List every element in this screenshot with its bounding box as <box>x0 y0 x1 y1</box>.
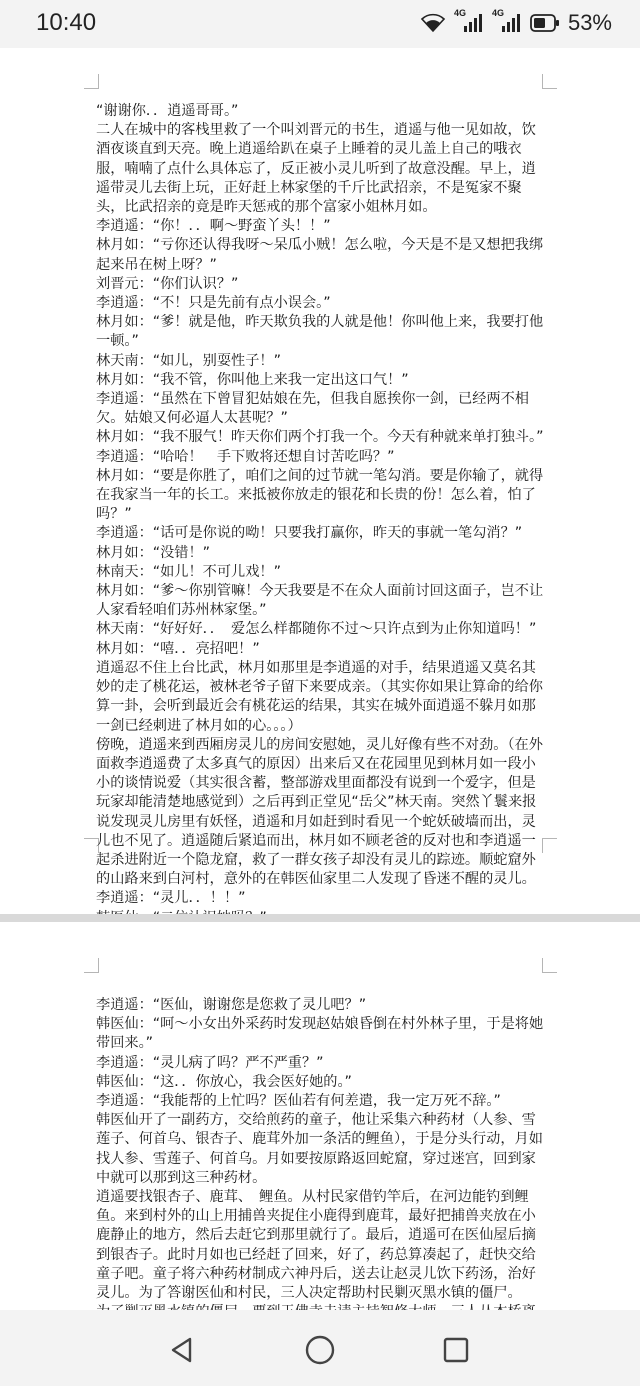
margin-mark <box>84 74 99 89</box>
paragraph: 林南天：“如儿！不可儿戏！” <box>96 563 281 580</box>
paragraph: 韩医仙：“呵～小女出外采药时发现赵姑娘昏倒在村外林子里，于是将她带回来。” <box>96 1016 544 1052</box>
wifi-icon <box>420 13 446 33</box>
home-button[interactable] <box>300 1330 340 1370</box>
margin-mark <box>84 958 99 973</box>
paragraph: 林月如：“嘻．．亮招吧！” <box>96 640 260 657</box>
paragraph: 李逍遥：“灵儿．．！！” <box>96 890 246 907</box>
paragraph: 林月如：“爹～你别管嘛！今天我要是不在众人面前讨回这面子，岂不让人家看轻咱们苏州林家堡。” <box>96 583 544 619</box>
home-circle-icon <box>304 1334 336 1366</box>
document-text <box>96 102 546 947</box>
paragraph: 韩医仙开了一副药方，交给煎药的童子，他让采集六种药材（人参、雪莲子、何首乌、银杏子、鹿茸外加一条活的鲤鱼），于是分头行动，月如找人参、雪莲子、何首乌。月如要按原路返回蛇窟，穿过迷宫，回到家中就可以那到这三种药材。 <box>96 1112 543 1186</box>
signal-4g-icon <box>453 8 484 34</box>
paragraph: 林月如：“我不服气！昨天你们两个打我一个。今天有种就来单打独斗。” <box>96 429 544 446</box>
recents-button[interactable] <box>436 1330 476 1370</box>
paragraph: 逍遥忍不住上台比武，林月如那里是李逍遥的对手，结果逍遥又莫名其妙的走了桃花运，被林老爷子留下来要成亲。（其实你如果让算命的给你算一卦，会听到最近会有桃花运的结果，其实在城外面逍遥不躲月如那一剑已经刺进了林月如的心。。。） <box>96 659 543 734</box>
margin-mark <box>542 958 557 973</box>
paragraph: 李逍遥：“我能帮的上忙吗？医仙若有何差遣，我一定万死不辞。” <box>96 1093 501 1110</box>
margin-mark <box>542 74 557 89</box>
paragraph: 逍遥要找银杏子、鹿茸、 鲤鱼。从村民家借钓竿后，在河边能钓到鲤鱼。来到村外的山上用捕兽夹捉住小鹿得到鹿茸，最好把捕兽夹放在小鹿静止的地方，然后去赶它到那里就行了。最后，逍遥可在医仙屋后摘到银杏子。此时月如也已经赶了回来，好了，药总算凑起了，赶快交给童子吧。童子将六种药材制成六神丹后，送去让赵灵儿饮下药汤，治好灵儿。为了答谢医仙和村民，三人决定帮助村民剿灭黑水镇的僵尸。 <box>96 1189 536 1302</box>
paragraph: 林月如：“爹！就是他，昨天欺负我的人就是他！你叫他上来，我要打他一顿。” <box>96 314 544 350</box>
paragraph: 李逍遥：“话可是你说的呦！只要我打赢你，昨天的事就一笔勾消？” <box>96 525 523 542</box>
paragraph: “谢谢你．．逍遥哥哥。” <box>96 103 239 119</box>
back-triangle-icon <box>167 1335 197 1365</box>
paragraph: 林月如：“没错！” <box>96 544 211 561</box>
network-label-1: 4G <box>453 8 466 18</box>
network-label-2: 4G <box>491 8 504 18</box>
page-separator <box>0 914 640 922</box>
back-button[interactable] <box>162 1330 202 1370</box>
paragraph: 李逍遥：“灵儿病了吗？严不严重？” <box>96 1054 324 1071</box>
battery-icon <box>530 14 560 32</box>
paragraph: 林月如：“亏你还认得我呀～呆瓜小贼！怎么啦，今天是不是又想把我绑起来吊在树上呀？” <box>96 237 544 273</box>
document-page-2[interactable] <box>0 922 640 1310</box>
status-icons <box>420 10 612 36</box>
paragraph: 李逍遥：“医仙，谢谢您是您救了灵儿吧？” <box>96 997 367 1013</box>
signal-4g-icon <box>491 8 522 34</box>
battery-percent: 53% <box>567 10 612 35</box>
paragraph: 林月如：“我不管，你叫他上来我一定出这口气！” <box>96 371 409 388</box>
paragraph: 林天南：“好好好．． 爱怎么样都随你不过～只许点到为止你知道吗！” <box>96 621 537 638</box>
document-page-1[interactable] <box>0 48 640 914</box>
status-bar <box>0 0 640 48</box>
status-time: 10:40 <box>36 9 97 36</box>
paragraph: 李逍遥：“虽然在下曾冒犯姑娘在先，但我自愿挨你一剑，已经两不相欠。姑娘又何必逼人太甚呢？” <box>96 391 529 427</box>
paragraph: 林月如：“要是你胜了，咱们之间的过节就一笔勾消。要是你输了，就得在我家当一年的长工。来抵被你放走的银花和长贵的份！怎么着，怕了吗？” <box>96 467 544 523</box>
paragraph: 二人在城中的客栈里救了一个叫刘晋元的书生，逍遥与他一见如故，饮酒夜谈直到天亮。晚上逍遥给趴在桌子上睡着的灵儿盖上自己的哦衣服，喃喃了点什么具体忘了，反正被小灵儿听到了故意没醒。早上，逍遥带灵儿去街上玩，正好赶上林家堡的千斤比武招亲，不是冤家不聚头，比武招亲的竟是昨天惩戒的那个富家小姐林月如。 <box>96 122 536 216</box>
paragraph: 李逍遥：“哈哈！ 手下败将还想自讨苦吃吗？” <box>96 448 395 465</box>
paragraph: 李逍遥：“不！只是先前有点小误会。” <box>96 295 331 312</box>
navigation-bar <box>0 1310 640 1386</box>
paragraph: 韩医仙：“这．．你放心，我会医好她的。” <box>96 1073 352 1090</box>
recents-square-icon <box>442 1336 470 1364</box>
paragraph: 林天南：“如儿，别耍性子！” <box>96 352 281 369</box>
paragraph: 刘晋元：“你们认识？” <box>96 275 239 292</box>
paragraph: 傍晚，逍遥来到西厢房灵儿的房间安慰她，灵儿好像有些不对劲。（在外面救李逍遥费了太多真气的原因）出来后又在花园里见到林月如一段小小的谈情说爱（其实很含蓄，整部游戏里面都没有说到一个爱字，但是玩家却能清楚地感觉到）之后再到正堂见“岳父”林天南。突然丫鬟来报说发现灵儿房里有妖怪，逍遥和月如赶到时看见一个蛇妖破墙而出，灵儿也不见了。逍遥随后紧追而出，林月如不顾老爸的反对也和李逍遥一起杀进附近一个隐龙窟，救了一群女孩子却没有灵儿的踪迹。顺蛇窟外的山路来到白河村，意外的在韩医仙家里二人发现了昏迷不醒的灵儿。 <box>96 736 543 888</box>
paragraph: 李逍遥：“你！．．啊～野蛮丫头！！” <box>96 218 331 235</box>
